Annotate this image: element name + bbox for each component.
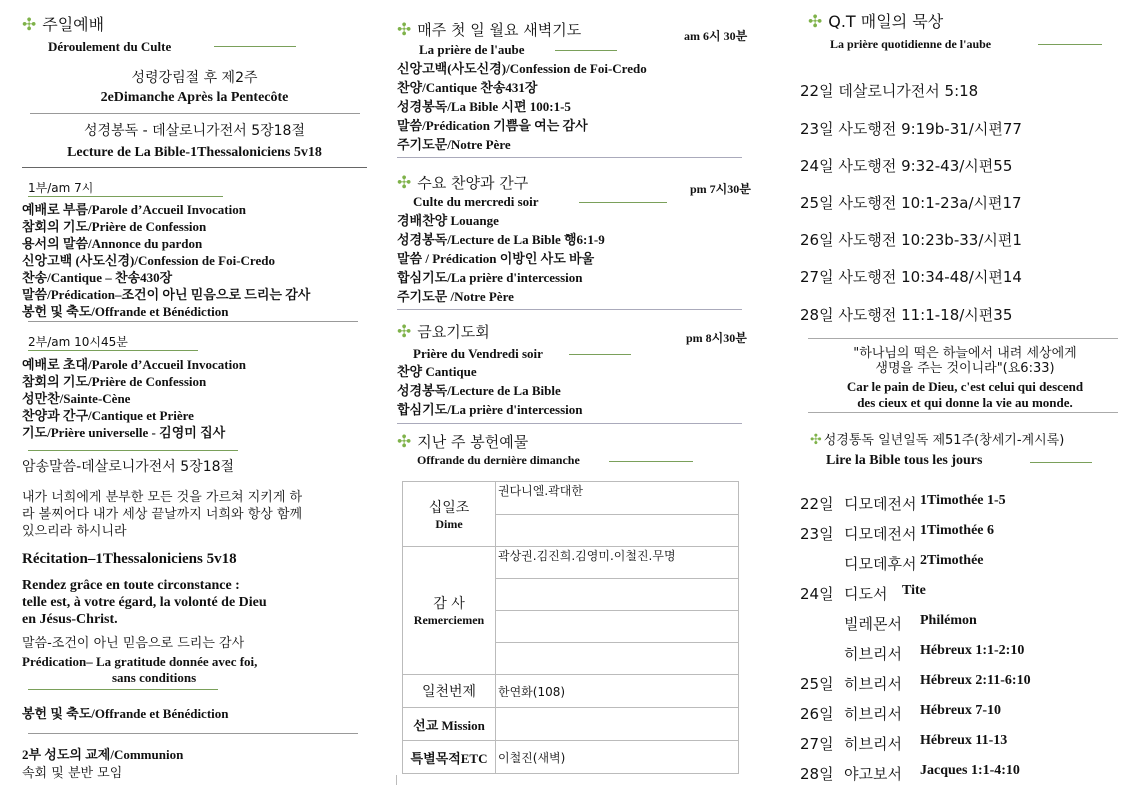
reading-plan-row xyxy=(800,643,1130,665)
wed-item: 합심기도/La prière d'intercession xyxy=(397,270,583,285)
reading-plan-row xyxy=(800,733,1130,755)
service1-item: 찬송/Cantique – 찬송430장 xyxy=(22,270,173,285)
sunday-name-ko: 성령강림절 후 제2주 xyxy=(131,70,258,86)
fri-item: 성경봉독/Lecture de La Bible xyxy=(397,383,561,398)
tithe-label xyxy=(403,482,496,547)
reading-plan-row xyxy=(800,613,1130,635)
wed-time: pm 7시30분 xyxy=(690,182,751,196)
reading-book-fr: Hébreux 2:11-6:10 xyxy=(920,673,1031,688)
reading-plan-row xyxy=(800,703,1130,725)
empty-cell xyxy=(496,708,739,741)
reading-book-fr: 1Timothée 1-5 xyxy=(920,493,1006,508)
wed-subtitle: Culte du mercredi soir xyxy=(413,194,539,209)
thanks-label-fr: Remerciemen xyxy=(413,613,485,627)
reading-plan-row xyxy=(800,673,1130,695)
offering-line: 봉헌 및 축도/Offrande et Bénédiction xyxy=(22,706,229,721)
quote-fr: Car le pain de Dieu, c'est celui qui descend xyxy=(846,379,1084,394)
empty-cell xyxy=(496,579,739,611)
reading-plan-row xyxy=(800,583,1130,605)
dawn-time: am 6시 30분 xyxy=(684,29,748,43)
dawn-item: 말씀/Prédication 기쁨을 여는 감사 xyxy=(397,118,588,133)
empty-cell xyxy=(496,643,739,675)
reading-book-ko: 히브리서 xyxy=(844,645,902,663)
reading-plan-subtitle: Lire la Bible tous les jours xyxy=(826,453,983,468)
dawn-heading xyxy=(397,22,581,39)
table-row xyxy=(403,741,739,774)
column-qt xyxy=(800,0,1130,803)
offering-table xyxy=(402,481,739,774)
qt-title: Q.T 매일의 묵상 xyxy=(828,12,944,31)
divider xyxy=(28,196,223,197)
dawn-item: 찬양/Cantique 찬송431장 xyxy=(397,80,538,95)
reading-day: 23일 xyxy=(800,525,834,543)
divider xyxy=(30,113,360,114)
weekly-label: 일천번제 xyxy=(403,675,496,708)
divider xyxy=(28,689,218,690)
dawn-item: 주기도문/Notre Père xyxy=(397,137,511,152)
service1-item: 말씀/Prédication–조건이 아닌 믿음으로 드리는 감사 xyxy=(22,287,311,302)
sermon-fr: sans conditions xyxy=(112,670,197,685)
tithe-label-ko: 십일조 xyxy=(428,499,470,516)
qt-item: 22일 데살로니가전서 5:18 xyxy=(800,82,979,100)
quote-fr: des cieux et qui donne la vie au monde. xyxy=(857,395,1073,410)
service2-item: 성만찬/Sainte-Cène xyxy=(22,391,131,406)
reading-day: 24일 xyxy=(800,585,834,603)
sunday-heading xyxy=(22,16,104,34)
service2-item: 예배로 초대/Parole d’Accueil Invocation xyxy=(22,357,246,372)
cross-icon: ✣ xyxy=(810,432,822,448)
offering-subtitle: Offrande du dernière dimanche xyxy=(417,453,580,467)
divider xyxy=(214,46,296,47)
divider xyxy=(28,350,198,351)
fold-mark xyxy=(396,775,397,785)
divider xyxy=(555,50,617,51)
thanks-names: 곽상권.김진희.김영미.이철진.무명 xyxy=(496,547,739,579)
thanks-label-ko: 감 사 xyxy=(433,596,465,612)
reading-book-fr: Hébreux 7-10 xyxy=(920,703,1002,718)
column-weekday xyxy=(397,0,751,803)
offering-title: 지난 주 봉헌예물 xyxy=(417,433,529,451)
communion-line: 2부 성도의 교제/Communion xyxy=(22,747,184,762)
service1-item: 참회의 기도/Prière de Confession xyxy=(22,219,207,234)
cross-icon: ✣ xyxy=(397,20,412,40)
reading-book-ko: 디도서 xyxy=(844,585,888,603)
dawn-title: 매주 첫 일 월요 새벽기도 xyxy=(417,21,582,39)
reading-plan-title: 성경통독 일년일독 제51주(창세기-계시록) xyxy=(823,433,1065,448)
table-row xyxy=(403,708,739,741)
reading-day: 25일 xyxy=(800,675,834,693)
special-label: 특별목적ETC xyxy=(403,741,496,774)
fri-time: pm 8시30분 xyxy=(686,331,747,345)
cross-icon: ✣ xyxy=(22,15,37,35)
empty-cell xyxy=(496,611,739,643)
divider xyxy=(22,167,367,168)
table-row xyxy=(403,547,739,579)
divider xyxy=(397,423,742,424)
wed-heading xyxy=(397,175,528,192)
reading-day: 27일 xyxy=(800,735,834,753)
divider xyxy=(609,461,693,462)
reading-book-fr: 1Timothée 6 xyxy=(920,523,995,538)
reading-book-ko: 야고보서 xyxy=(844,765,902,783)
sermon-ko: 말씀-조건이 아닌 믿음으로 드리는 감사 xyxy=(22,636,245,651)
reading-book-ko: 히브리서 xyxy=(844,705,902,723)
offering-heading xyxy=(397,434,528,451)
sunday-name-fr: 2eDimanche Après la Pentecôte xyxy=(100,90,289,105)
service2-time: 2부/am 10시45분 xyxy=(28,335,128,349)
qt-item: 23일 사도행전 9:19b-31/시편77 xyxy=(800,120,1022,138)
wed-item: 말씀 / Prédication 이방인 사도 바울 xyxy=(397,251,595,266)
recite-fr: Récitation–1Thessaloniciens 5v18 xyxy=(22,551,237,567)
divider xyxy=(397,157,742,158)
divider xyxy=(397,309,742,310)
reading-plan-row xyxy=(800,523,1130,545)
qt-heading xyxy=(808,13,943,31)
service1-item: 신앙고백 (사도신경)/Confession de Foi-Credo xyxy=(22,253,275,268)
verse-fr: telle est, à votre égard, la volonté de Dieu xyxy=(22,595,267,610)
special-names: 이철진(새벽) xyxy=(496,741,739,774)
verse-ko: 라 볼찌어다 내가 세상 끝날까지 너희와 항상 함께 xyxy=(22,507,303,522)
dawn-item: 성경봉독/La Bible 시편 100:1-5 xyxy=(397,99,571,114)
mission-label: 선교 Mission xyxy=(403,708,496,741)
service2-item: 참회의 기도/Prière de Confession xyxy=(22,374,207,389)
qt-item: 25일 사도행전 10:1-23a/시편17 xyxy=(800,194,1022,212)
cross-icon: ✣ xyxy=(808,12,823,32)
divider xyxy=(28,321,358,322)
verse-ko: 내가 너희에게 분부한 모든 것을 가르쳐 지키게 하 xyxy=(22,490,303,505)
qt-item: 26일 사도행전 10:23b-33/시편1 xyxy=(800,231,1022,249)
service2-item: 찬양과 간구/Cantique et Prière xyxy=(22,408,194,423)
sermon-fr: Prédication– La gratitude donnée avec foi, xyxy=(22,654,258,669)
verse-ko: 있으리라 하시니라 xyxy=(22,524,127,539)
reading-plan-heading xyxy=(810,432,1064,449)
qt-subtitle: La prière quotidienne de l'aube xyxy=(830,37,992,51)
qt-item: 28일 사도행전 11:1-18/시편35 xyxy=(800,306,1013,324)
reading-plan-row xyxy=(800,493,1130,515)
column-sunday xyxy=(22,0,367,803)
reading-plan-row xyxy=(800,553,1130,575)
reading-fr: Lecture de La Bible-1Thessaloniciens 5v18 xyxy=(67,145,322,160)
reading-plan-row xyxy=(800,763,1130,785)
qt-item: 24일 사도행전 9:32-43/시편55 xyxy=(800,157,1013,175)
tithe-names: 권다니엘.곽대한 xyxy=(496,482,739,515)
sunday-subtitle: Déroulement du Culte xyxy=(48,39,172,54)
sunday-title: 주일예배 xyxy=(42,15,105,34)
dawn-subtitle: La prière de l'aube xyxy=(419,42,525,57)
weekly-names: 한연화(108) xyxy=(496,675,739,708)
reading-book-ko: 빌레몬서 xyxy=(844,615,902,633)
quote-ko: 생명을 주는 것이니라"(요6:33) xyxy=(875,361,1055,376)
thanks-label xyxy=(403,547,496,675)
service1-time: 1부/am 7시 xyxy=(28,181,94,195)
divider xyxy=(808,338,1118,339)
empty-cell xyxy=(496,515,739,547)
reading-day: 22일 xyxy=(800,495,834,513)
fri-title: 금요기도회 xyxy=(417,323,490,341)
table-row xyxy=(403,482,739,515)
cross-icon: ✣ xyxy=(397,322,412,342)
fri-item: 찬양 Cantique xyxy=(397,364,477,379)
reading-book-ko: 히브리서 xyxy=(844,735,902,753)
divider xyxy=(28,733,358,734)
table-row xyxy=(403,675,739,708)
verse-fr: Rendez grâce en toute circonstance : xyxy=(22,578,240,593)
verse-fr: en Jésus-Christ. xyxy=(22,612,118,627)
reading-book-fr: Tite xyxy=(902,583,926,598)
reading-book-fr: Philémon xyxy=(920,613,977,628)
reading-book-fr: Jacques 1:1-4:10 xyxy=(920,763,1020,778)
tithe-label-fr: Dime xyxy=(435,516,463,531)
reading-day: 28일 xyxy=(800,765,834,783)
qt-item: 27일 사도행전 10:34-48/시편14 xyxy=(800,268,1022,286)
service2-item: 기도/Prière universelle - 김영미 집사 xyxy=(22,425,226,440)
wed-item: 주기도문 /Notre Père xyxy=(397,289,514,304)
divider xyxy=(579,202,667,203)
service1-item: 봉헌 및 축도/Offrande et Bénédiction xyxy=(22,304,229,319)
reading-book-ko: 디모데후서 xyxy=(844,555,917,573)
reading-book-ko: 디모데전서 xyxy=(844,525,917,543)
service1-item: 예배로 부름/Parole d’Accueil Invocation xyxy=(22,202,246,217)
dawn-item: 신앙고백(사도신경)/Confession de Foi-Credo xyxy=(397,61,647,76)
cross-icon: ✣ xyxy=(397,432,412,452)
service1-item: 용서의 말씀/Annonce du pardon xyxy=(22,236,203,251)
divider xyxy=(569,354,631,355)
reading-ko: 성경봉독 - 데살로니가전서 5장18절 xyxy=(84,123,305,139)
divider xyxy=(1038,44,1102,45)
fri-heading xyxy=(397,324,490,341)
quote-ko: "하나님의 떡은 하늘에서 내려 세상에게 xyxy=(853,346,1077,361)
reading-book-ko: 디모데전서 xyxy=(844,495,917,513)
divider xyxy=(1030,462,1092,463)
recite-ko: 암송말씀-데살로니가전서 5장18절 xyxy=(22,459,235,475)
wed-item: 경배찬양 Louange xyxy=(397,213,499,228)
divider xyxy=(28,450,238,451)
reading-book-ko: 히브리서 xyxy=(844,675,902,693)
reading-day: 26일 xyxy=(800,705,834,723)
fri-item: 합심기도/La prière d'intercession xyxy=(397,402,583,417)
divider xyxy=(808,412,1118,413)
wed-item: 성경봉독/Lecture de La Bible 행6:1-9 xyxy=(397,232,605,247)
meeting-line: 속회 및 분반 모임 xyxy=(22,766,123,781)
reading-book-fr: Hébreux 1:1-2:10 xyxy=(920,643,1025,658)
wed-title: 수요 찬양과 간구 xyxy=(417,174,529,192)
cross-icon: ✣ xyxy=(397,173,412,193)
reading-book-fr: Hébreux 11-13 xyxy=(920,733,1008,748)
reading-book-fr: 2Timothée xyxy=(920,553,984,568)
fri-subtitle: Prière du Vendredi soir xyxy=(413,346,543,361)
